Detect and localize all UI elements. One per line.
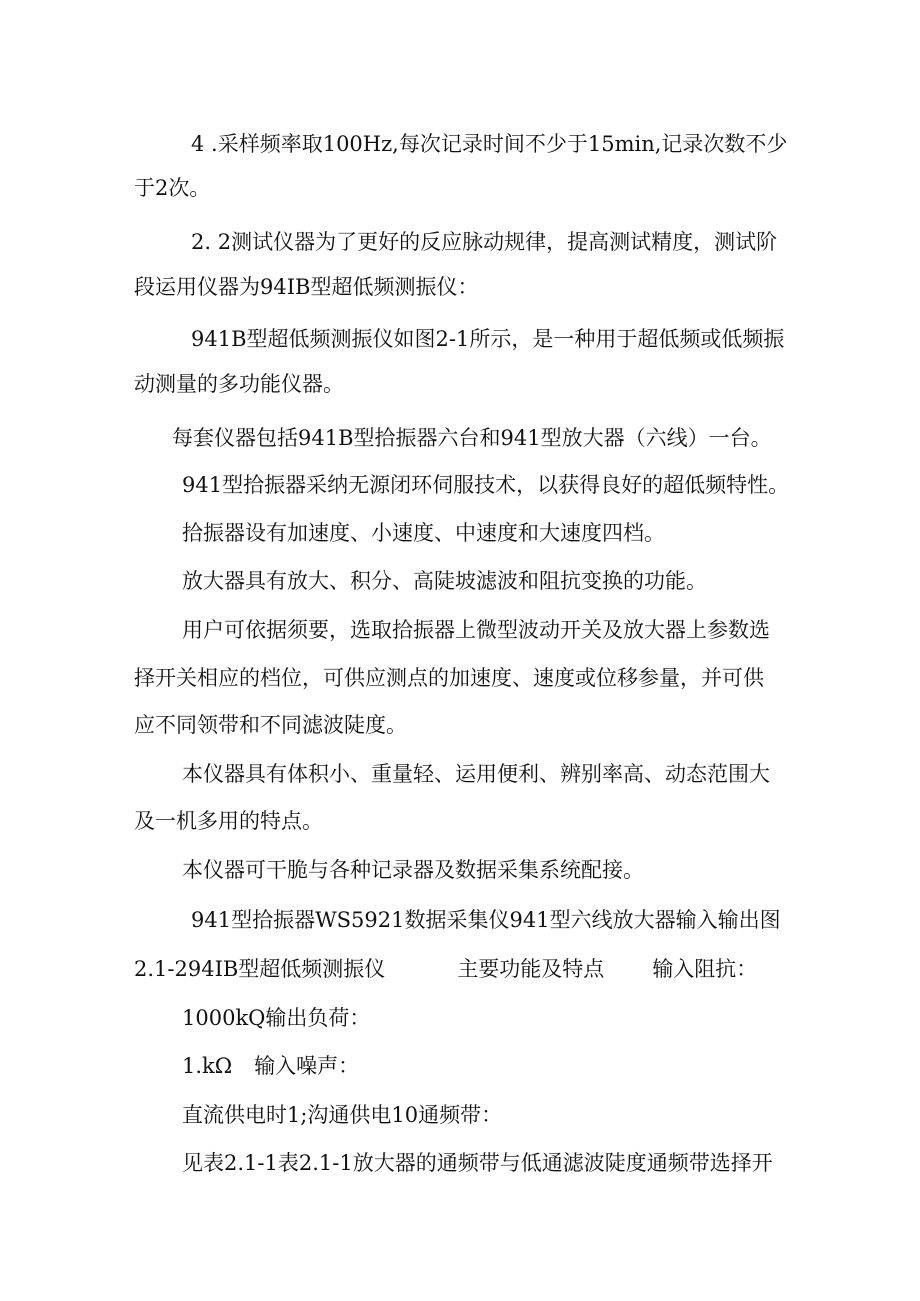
paragraph-line: 本仪器可干脆与各种记录器及数据采集系统配接。 [182,858,644,882]
paragraph-line: 941B型超低频测振仪如图2-1所示，是一种用于超低频或低频振 [191,327,785,351]
paragraph-line: 1000kQ输出负荷： [182,1006,371,1030]
paragraph-line: 直流供电时1;沟通供电10通频带： [182,1103,503,1127]
paragraph-line: 见表2.1-1表2.1-1放大器的通频带与低通滤波陡度通频带选择开 [182,1151,773,1175]
paragraph-line [182,1052,359,1080]
paragraph-line: 动测量的多功能仪器。 [134,372,344,396]
paragraph-line: 段运用仪器为94IB型超低频测振仪： [134,275,479,299]
paragraph-line: 应不同领带和不同滤波陡度。 [134,713,407,737]
paragraph-line: 2. 2测试仪器为了更好的反应脉动规律，提高测试精度，测试阶 [191,230,778,254]
paragraph-line: 每套仪器包括941B型拾振器六台和941型放大器（六线）一台。 [172,426,772,450]
paragraph-line: 于2次。 [134,176,211,200]
section-heading: 主要功能及特点 [457,957,605,981]
paragraph-line: 941型拾振器采纳无源闭环伺服技术，以获得良好的超低频特性。 [182,473,790,497]
paragraph-line: 4 .采样频率取100Hz,每次记录时间不少于15min,记录次数不少 [191,132,788,156]
paragraph-line: 941型拾振器WS5921数据采集仪941型六线放大器输入输出图 [191,908,781,932]
figure-caption: 2.1-294IB型超低频测振仪 [134,957,386,981]
paragraph-line: 拾振器设有加速度、小速度、中速度和大速度四档。 [182,521,665,545]
paragraph-line: 放大器具有放大、积分、高陡坡滤波和阻抗变换的功能。 [182,569,707,593]
paragraph-line: 本仪器具有体积小、重量轻、运用便利、辨别率高、动态范围大 [182,762,770,786]
param-label: 输入噪声： [254,1054,360,1078]
paragraph-line [134,955,757,983]
paragraph-line: 及一机多用的特点。 [134,809,323,833]
param-label: 输入阻抗： [652,957,758,981]
paragraph-line: 用户可依据须要，选取拾振器上微型波动开关及放大器上参数选 [182,618,770,642]
paragraph-line: 择开关相应的档位，可供应测点的加速度、速度或位移参量，并可供 [134,666,764,690]
param-value: 1.kΩ [182,1054,233,1078]
